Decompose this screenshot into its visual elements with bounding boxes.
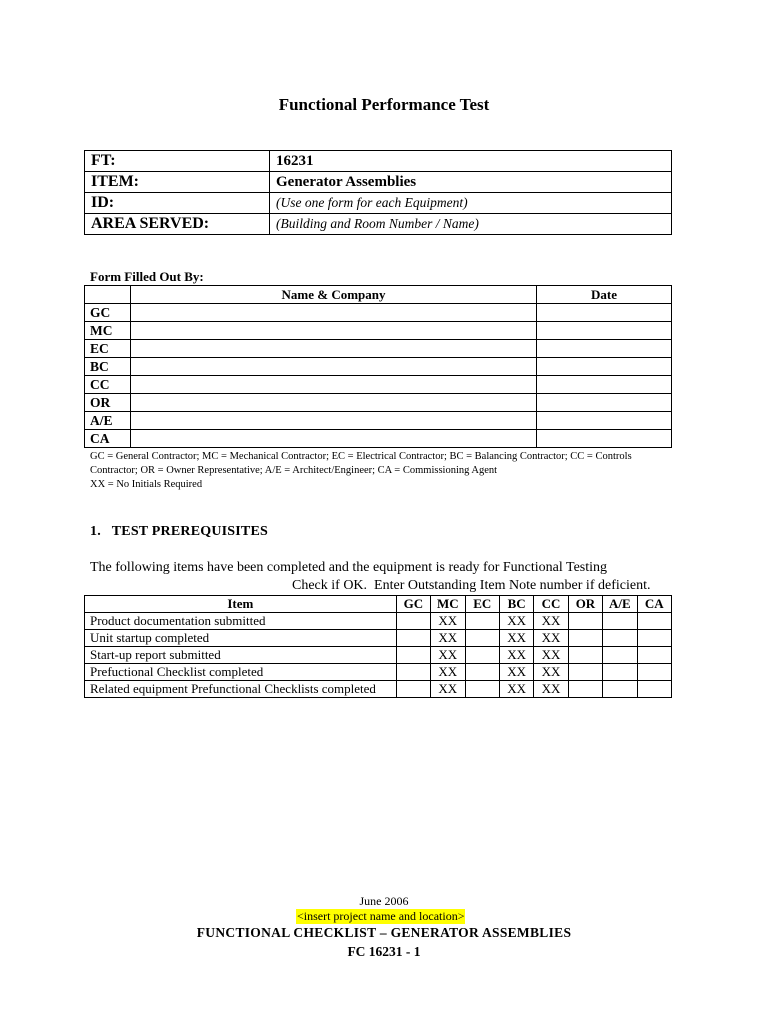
role-label: CC [85, 376, 131, 394]
prerequisite-item: Prefuctional Checklist completed [85, 664, 397, 681]
initials-cell[interactable] [396, 647, 430, 664]
initials-cell[interactable] [603, 647, 637, 664]
initials-cell[interactable] [396, 681, 430, 698]
prerequisite-item: Product documentation submitted [85, 613, 397, 630]
date-field[interactable] [537, 322, 672, 340]
date-column-header: Date [537, 286, 672, 304]
initials-cell[interactable] [465, 664, 499, 681]
initials-cell[interactable] [396, 664, 430, 681]
section-instruction: Check if OK. Enter Outstanding Item Note number if deficient. [292, 578, 651, 593]
name-company-field[interactable] [131, 358, 537, 376]
no-initials-cell: XX [431, 630, 465, 647]
header-value: (Use one form for each Equipment) [270, 193, 672, 214]
header-row [85, 214, 672, 235]
legend-xx-note: XX = No Initials Required [90, 479, 203, 490]
no-initials-cell: XX [499, 681, 533, 698]
no-initials-cell: XX [534, 647, 568, 664]
role-label: EC [85, 340, 131, 358]
document-title: Functional Performance Test [278, 95, 490, 114]
signoff-row [85, 304, 672, 322]
section-intro: The following items have been completed and the equipment is ready for Functional Testing [90, 560, 608, 575]
prerequisite-item: Related equipment Prefunctional Checklists completed [85, 681, 397, 698]
name-company-field[interactable] [131, 412, 537, 430]
date-field[interactable] [537, 358, 672, 376]
initials-cell[interactable] [465, 681, 499, 698]
name-company-field[interactable] [131, 322, 537, 340]
prerequisite-item: Start-up report submitted [85, 647, 397, 664]
initials-cell[interactable] [465, 647, 499, 664]
initials-cell[interactable] [603, 681, 637, 698]
form-filled-by-label: Form Filled Out By: [90, 269, 204, 284]
date-field[interactable] [537, 430, 672, 448]
initials-cell[interactable] [568, 613, 602, 630]
date-field[interactable] [537, 304, 672, 322]
role-label: GC [85, 304, 131, 322]
no-initials-cell: XX [499, 613, 533, 630]
no-initials-cell: XX [499, 664, 533, 681]
initials-cell[interactable] [637, 664, 671, 681]
signoff-row [85, 322, 672, 340]
no-initials-cell: XX [431, 647, 465, 664]
role-column-header [85, 286, 131, 304]
no-initials-cell: XX [534, 613, 568, 630]
name-company-field[interactable] [131, 430, 537, 448]
header-value: Generator Assemblies [270, 172, 672, 193]
prerequisite-row [85, 647, 672, 664]
initials-cell[interactable] [637, 630, 671, 647]
party-column-header: A/E [603, 596, 637, 613]
role-label: BC [85, 358, 131, 376]
party-column-header: GC [396, 596, 430, 613]
prerequisite-row [85, 664, 672, 681]
header-row [85, 151, 672, 172]
no-initials-cell: XX [534, 630, 568, 647]
name-company-field[interactable] [131, 376, 537, 394]
header-label: FT: [85, 151, 270, 172]
prerequisite-row [85, 613, 672, 630]
no-initials-cell: XX [499, 647, 533, 664]
no-initials-cell: XX [534, 664, 568, 681]
initials-cell[interactable] [603, 664, 637, 681]
no-initials-cell: XX [431, 681, 465, 698]
signoff-row [85, 340, 672, 358]
date-field[interactable] [537, 394, 672, 412]
prerequisite-row [85, 681, 672, 698]
header-value: (Building and Room Number / Name) [270, 214, 672, 235]
role-label: CA [85, 430, 131, 448]
role-label: A/E [85, 412, 131, 430]
header-row [85, 172, 672, 193]
header-row [85, 193, 672, 214]
initials-cell[interactable] [396, 613, 430, 630]
name-company-column-header: Name & Company [131, 286, 537, 304]
footer-title: FUNCTIONAL CHECKLIST – GENERATOR ASSEMBLIES [196, 925, 572, 940]
form-filled-by-table [84, 285, 672, 448]
party-column-header: MC [431, 596, 465, 613]
section-heading: 1. TEST PREREQUISITES [90, 524, 268, 539]
initials-cell[interactable] [568, 681, 602, 698]
signoff-row [85, 358, 672, 376]
signoff-row [85, 376, 672, 394]
date-field[interactable] [537, 340, 672, 358]
initials-cell[interactable] [637, 647, 671, 664]
party-column-header: BC [499, 596, 533, 613]
prerequisite-row [85, 630, 672, 647]
header-table [84, 150, 672, 235]
prerequisite-item: Unit startup completed [85, 630, 397, 647]
footer-page-number: FC 16231 - 1 [347, 944, 421, 959]
initials-cell[interactable] [568, 630, 602, 647]
legend-abbreviations: GC = General Contractor; MC = Mechanical Contractor; EC = Electrical Contractor; BC = Balancing Contractor; CC = Controls Contractor; OR = Owner Representative; A/E = Architect/Engineer; CA = Commissioning Agent [90, 451, 632, 476]
initials-cell[interactable] [465, 630, 499, 647]
no-initials-cell: XX [499, 630, 533, 647]
role-label: OR [85, 394, 131, 412]
footer-date: June 2006 [359, 894, 409, 908]
header-label: ITEM: [85, 172, 270, 193]
party-column-header: OR [568, 596, 602, 613]
header-label: ID: [85, 193, 270, 214]
no-initials-cell: XX [431, 613, 465, 630]
initials-cell[interactable] [396, 630, 430, 647]
party-column-header: EC [465, 596, 499, 613]
name-company-field[interactable] [131, 304, 537, 322]
signoff-row [85, 394, 672, 412]
signoff-row [85, 430, 672, 448]
name-company-field[interactable] [131, 340, 537, 358]
initials-cell[interactable] [603, 630, 637, 647]
prerequisites-table [84, 595, 672, 698]
date-field[interactable] [537, 412, 672, 430]
party-column-header: CC [534, 596, 568, 613]
date-field[interactable] [537, 376, 672, 394]
role-label: MC [85, 322, 131, 340]
signoff-row [85, 412, 672, 430]
header-value: 16231 [270, 151, 672, 172]
no-initials-cell: XX [431, 664, 465, 681]
initials-cell[interactable] [568, 664, 602, 681]
initials-cell[interactable] [637, 613, 671, 630]
abbreviation-legend [90, 450, 674, 492]
initials-cell[interactable] [568, 647, 602, 664]
item-column-header: Item [85, 596, 397, 613]
initials-cell[interactable] [603, 613, 637, 630]
initials-cell[interactable] [637, 681, 671, 698]
header-label: AREA SERVED: [85, 214, 270, 235]
name-company-field[interactable] [131, 394, 537, 412]
party-column-header: CA [637, 596, 671, 613]
footer-project-placeholder: <insert project name and location> [297, 909, 465, 923]
no-initials-cell: XX [534, 681, 568, 698]
initials-cell[interactable] [465, 613, 499, 630]
